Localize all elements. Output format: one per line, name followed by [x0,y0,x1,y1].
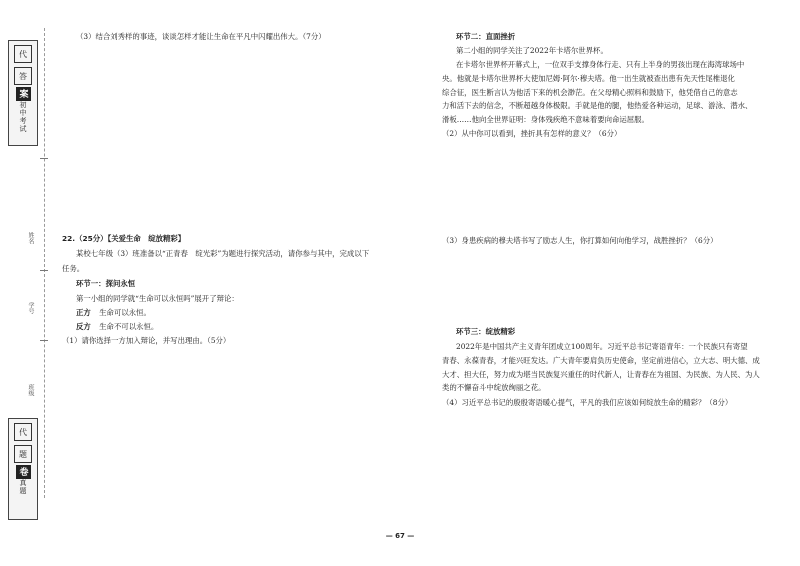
passage-line: 在卡塔尔世界杯开幕式上，一位双手支撑身体行走、只有上半身的男孩出现在海湾球场中 [456,60,745,69]
name-field-label: 姓名 [27,232,34,244]
pro-label: 正方 [76,308,91,317]
brand-logo-bottom [8,418,38,520]
section-1-text: 第一小组的同学就“生命可以永恒吗”展开了辩论： [76,294,239,303]
field-tick [40,340,48,341]
section-3-passage [442,340,772,395]
brand-text: 题 [19,487,27,495]
student-id-field-label: 学号 [27,302,34,314]
con-label: 反方 [76,322,91,331]
question-2-prompt: （2）从中你可以看到，挫折具有怎样的意义？（6分） [442,129,622,138]
passage-line: 央。他就是卡塔尔世界杯大使加尼姆·阿尔·穆夫塔。他一出生就被查出患有先天性尾椎退化 [442,73,735,83]
question-4-prompt: （4）习近平总书记的殷殷寄语暖心提气，平凡的我们应该如何绽放生命的精彩？（8分） [442,398,733,407]
page-number: — 67 — [385,532,415,540]
brand-text: 初中 [19,101,27,117]
pro-side [62,306,151,320]
section-3-title: 环节三：绽放精彩 [456,327,516,336]
passage-line: 类的不懈奋斗中绽放绚丽之花。 [442,383,546,393]
passage-line: 综合征，医生断言认为他活下来的机会渺茫。在父母精心照料和鼓励下，他凭借自己的意志 [442,87,738,97]
brand-mark: 答 [14,67,32,85]
passage-line: 2022年是中国共产主义青年团成立100周年。习近平总书记寄语青年：一个民族只有寄望 [456,342,748,351]
passage-line: 滑板……他向全世界证明：身体残疾绝不意味着要向命运屈服。 [442,115,649,125]
passage-line: 青春、永葆青春，才能兴旺发达。广大青年要肩负历史使命，坚定前进信心，立大志、明大德、成 [442,355,760,365]
brand-logo-top [8,40,38,146]
class-field-label: 班级 [27,384,34,396]
question-22-intro-cont: 任务。 [62,264,85,273]
question-3-right-prompt: （3）身患疾病的穆夫塔书写了励志人生，你打算如何向他学习，战胜挫折？（6分） [442,236,718,245]
question-22-intro: 某校七年级（3）班准备以“正青春 绽光彩”为题进行探究活动，请你参与其中，完成以下 [76,249,370,258]
section-2-title: 环节二：直面挫折 [456,32,516,41]
question-1-prompt: （1）请你选择一方加入辩论，并写出理由。（5分） [62,336,231,345]
con-text: 生命不可以永恒。 [99,322,159,331]
con-side [62,320,158,334]
brand-text: 案 [16,87,31,101]
field-tick [40,158,48,159]
section-2-passage [442,58,772,127]
brand-text: 卷 [16,465,31,479]
binding-margin [0,0,56,566]
section-1-title: 环节一：探问永恒 [76,279,136,288]
section-2-intro: 第二小组的同学关注了2022年卡塔尔世界杯。 [456,46,608,55]
question-22-title: 22.（25分）【关爱生命 绽放精彩】 [62,234,186,243]
brand-text: 真 [19,479,27,487]
passage-line: 力和活下去的信念，不断超越身体极限。手就是他的腿，他热爱各种运动，足球、游泳、潜水、 [442,101,753,111]
passage-line: 大才、担大任，努力成为堪当民族复兴重任的时代新人，让青春在为祖国、为民族、为人民、为人 [442,369,760,379]
cut-line [44,28,45,498]
pro-text: 生命可以永恒。 [99,308,151,317]
brand-mark: 题 [14,445,32,463]
brand-mark: 代 [14,45,32,63]
field-tick [40,270,48,271]
question-3-prompt: （3）结合刘秀样的事迹，谈谈怎样才能让生命在平凡中闪耀出伟大。（7分） [76,32,326,41]
brand-mark: 代 [14,423,32,441]
brand-text: 考试 [19,117,27,133]
